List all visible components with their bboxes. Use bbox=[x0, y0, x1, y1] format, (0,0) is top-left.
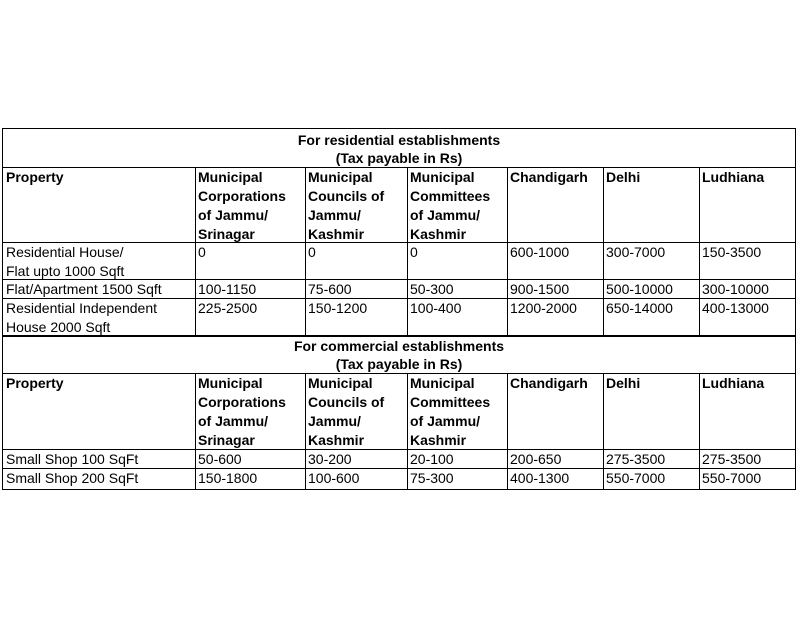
residential-cell-delhi: 300-7000 bbox=[606, 244, 666, 260]
commercial-header-jammu-srinagar-corporations: Srinagar bbox=[198, 432, 255, 448]
commercial-cell-chandigarh: 400-1300 bbox=[510, 470, 570, 486]
residential-header-jammu-srinagar-corporations: Corporations bbox=[198, 188, 286, 204]
commercial-cell-ludhiana: 275-3500 bbox=[702, 451, 762, 467]
residential-row-label: Residential House/ bbox=[6, 244, 124, 260]
residential-header-jammu-kashmir-councils: Kashmir bbox=[308, 226, 365, 242]
residential-row-divider bbox=[3, 335, 795, 337]
residential-cell-jammu-kashmir-committees: 100-400 bbox=[410, 300, 462, 316]
residential-column-divider bbox=[305, 167, 306, 335]
commercial-row-label: Small Shop 200 SqFt bbox=[6, 470, 139, 486]
residential-cell-jammu-kashmir-committees: 0 bbox=[410, 244, 418, 260]
commercial-header-property: Property bbox=[6, 375, 64, 391]
residential-header-property: Property bbox=[6, 169, 64, 185]
residential-cell-jammu-kashmir-councils: 150-1200 bbox=[308, 300, 368, 316]
residential-row-label: Flat upto 1000 Sqft bbox=[6, 263, 125, 279]
commercial-row-divider bbox=[3, 468, 795, 469]
residential-header-jammu-kashmir-councils: Jammu/ bbox=[308, 207, 361, 223]
residential-cell-ludhiana: 400-13000 bbox=[702, 300, 769, 316]
residential-column-divider bbox=[407, 167, 408, 335]
residential-header-delhi: Delhi bbox=[606, 169, 641, 185]
commercial-header-jammu-srinagar-corporations: of Jammu/ bbox=[198, 413, 269, 429]
commercial-header-jammu-kashmir-councils: Jammu/ bbox=[308, 413, 361, 429]
residential-header-jammu-kashmir-councils: Councils of bbox=[308, 188, 385, 204]
commercial-cell-delhi: 275-3500 bbox=[606, 451, 666, 467]
commercial-column-divider bbox=[507, 373, 508, 489]
commercial-header-jammu-kashmir-councils: Councils of bbox=[308, 394, 385, 410]
commercial-header-jammu-kashmir-committees: Municipal bbox=[410, 375, 475, 391]
commercial-header-jammu-kashmir-committees: Committees bbox=[410, 394, 491, 410]
commercial-header-chandigarh: Chandigarh bbox=[510, 375, 588, 391]
commercial-cell-jammu-kashmir-councils: 30-200 bbox=[308, 451, 352, 467]
residential-title: For residential establishments bbox=[297, 132, 501, 148]
residential-row-label: Flat/Apartment 1500 Sqft bbox=[6, 281, 162, 297]
commercial-subtitle: (Tax payable in Rs) bbox=[335, 356, 463, 372]
residential-column-divider bbox=[507, 167, 508, 335]
residential-cell-jammu-kashmir-committees: 50-300 bbox=[410, 281, 454, 297]
commercial-header-jammu-kashmir-committees: of Jammu/ bbox=[410, 413, 481, 429]
commercial-header-jammu-srinagar-corporations: Corporations bbox=[198, 394, 286, 410]
residential-cell-jammu-kashmir-councils: 75-600 bbox=[308, 281, 352, 297]
residential-row-divider bbox=[3, 242, 795, 243]
commercial-column-divider bbox=[195, 373, 196, 489]
residential-cell-chandigarh: 600-1000 bbox=[510, 244, 570, 260]
residential-header-jammu-srinagar-corporations: of Jammu/ bbox=[198, 207, 269, 223]
commercial-header-ludhiana: Ludhiana bbox=[702, 375, 765, 391]
commercial-row-divider bbox=[3, 373, 795, 374]
residential-column-divider bbox=[195, 167, 196, 335]
residential-cell-ludhiana: 300-10000 bbox=[702, 281, 769, 297]
residential-row-label: House 2000 Sqft bbox=[6, 319, 111, 335]
residential-header-jammu-srinagar-corporations: Srinagar bbox=[198, 226, 255, 242]
commercial-cell-jammu-srinagar-corporations: 50-600 bbox=[198, 451, 242, 467]
residential-row-divider bbox=[3, 167, 795, 168]
commercial-column-divider bbox=[699, 373, 700, 489]
residential-row-divider bbox=[3, 298, 795, 299]
commercial-cell-delhi: 550-7000 bbox=[606, 470, 666, 486]
residential-column-divider bbox=[699, 167, 700, 335]
commercial-column-divider bbox=[305, 373, 306, 489]
residential-cell-delhi: 500-10000 bbox=[606, 281, 673, 297]
residential-cell-jammu-srinagar-corporations: 0 bbox=[198, 244, 206, 260]
commercial-cell-ludhiana: 550-7000 bbox=[702, 470, 762, 486]
residential-header-jammu-srinagar-corporations: Municipal bbox=[198, 169, 263, 185]
residential-cell-chandigarh: 900-1500 bbox=[510, 281, 570, 297]
residential-cell-delhi: 650-14000 bbox=[606, 300, 673, 316]
commercial-header-jammu-srinagar-corporations: Municipal bbox=[198, 375, 263, 391]
commercial-column-divider bbox=[407, 373, 408, 489]
residential-cell-jammu-kashmir-councils: 0 bbox=[308, 244, 316, 260]
commercial-row-divider bbox=[3, 449, 795, 450]
commercial-cell-jammu-srinagar-corporations: 150-1800 bbox=[198, 470, 258, 486]
commercial-header-jammu-kashmir-councils: Kashmir bbox=[308, 432, 365, 448]
commercial-title: For commercial establishments bbox=[293, 338, 505, 354]
commercial-cell-jammu-kashmir-committees: 20-100 bbox=[410, 451, 454, 467]
residential-cell-chandigarh: 1200-2000 bbox=[510, 300, 577, 316]
commercial-header-jammu-kashmir-committees: Kashmir bbox=[410, 432, 467, 448]
residential-header-chandigarh: Chandigarh bbox=[510, 169, 588, 185]
residential-header-jammu-kashmir-committees: of Jammu/ bbox=[410, 207, 481, 223]
tax-comparison-table bbox=[2, 128, 796, 490]
residential-header-jammu-kashmir-committees: Committees bbox=[410, 188, 491, 204]
residential-header-ludhiana: Ludhiana bbox=[702, 169, 765, 185]
commercial-header-jammu-kashmir-councils: Municipal bbox=[308, 375, 373, 391]
residential-cell-ludhiana: 150-3500 bbox=[702, 244, 762, 260]
commercial-cell-jammu-kashmir-committees: 75-300 bbox=[410, 470, 454, 486]
residential-cell-jammu-srinagar-corporations: 100-1150 bbox=[198, 281, 257, 297]
commercial-header-delhi: Delhi bbox=[606, 375, 641, 391]
residential-row-divider bbox=[3, 279, 795, 280]
residential-subtitle: (Tax payable in Rs) bbox=[335, 150, 463, 166]
commercial-cell-jammu-kashmir-councils: 100-600 bbox=[308, 470, 360, 486]
residential-header-jammu-kashmir-committees: Kashmir bbox=[410, 226, 467, 242]
commercial-column-divider bbox=[603, 373, 604, 489]
residential-header-jammu-kashmir-committees: Municipal bbox=[410, 169, 475, 185]
commercial-row-label: Small Shop 100 SqFt bbox=[6, 451, 139, 467]
residential-cell-jammu-srinagar-corporations: 225-2500 bbox=[198, 300, 258, 316]
residential-row-label: Residential Independent bbox=[6, 300, 158, 316]
residential-header-jammu-kashmir-councils: Municipal bbox=[308, 169, 373, 185]
commercial-cell-chandigarh: 200-650 bbox=[510, 451, 562, 467]
residential-column-divider bbox=[603, 167, 604, 335]
